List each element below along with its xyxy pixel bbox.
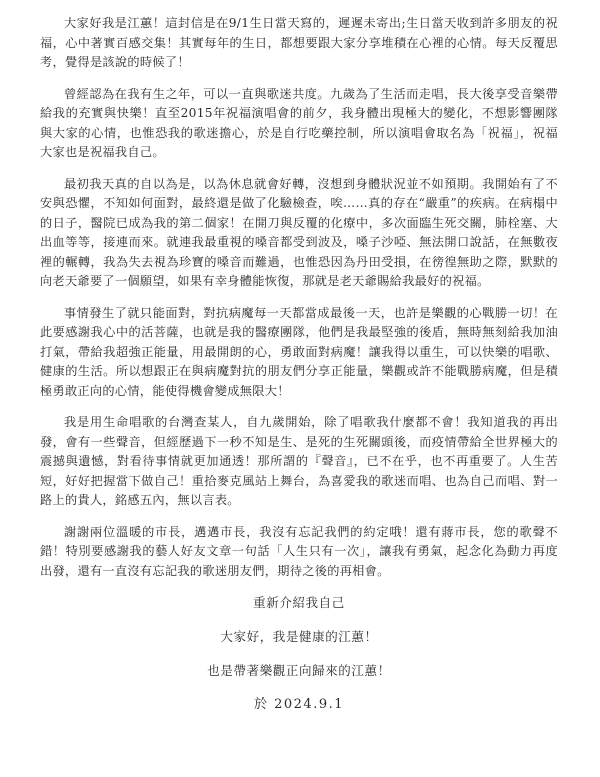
- letter-paragraph-2: 曾經認為在我有生之年，可以一直與歌迷共度。九歲為了生活而走唱，長大後享受音樂帶給我的充實與快樂！直至2015年祝福演唱會的前夕，我身體出現極大的變化，不想影響團隊與大家的心情，也惟恐我的歌迷擔心，於是自行吃藥控制，所以演唱會取名為「祝福」，祝福大家也是祝福我自己。: [40, 86, 558, 159]
- closing-line-greeting: 大家好，我是健康的江蕙！: [220, 629, 378, 644]
- letter-body: [40, 14, 558, 729]
- letter-paragraph-1: 大家好我是江蕙！這封信是在9/1生日當天寫的，遲遲未寄出;生日當天收到許多朋友的祝福，心中著實百感交集！其實每年的生日，都想要跟大家分享堆積在心裡的心情。每天反覆思考，覺得是該說的時候了！: [40, 16, 558, 69]
- letter-closing: [40, 593, 558, 714]
- closing-line-reintroduce: 重新介紹我自己: [253, 595, 345, 610]
- letter-paragraph-3: 最初我天真的自以為是，以為休息就會好轉，沒想到身體狀況並不如預期。我開始有了不安與恐懼，不知如何面對，最終還是做了化驗檢查，唉……真的存在“嚴重”的疾病。在病榻中的日子，醫院已成為我的第二個家！在開刀與反覆的化療中，多次面臨生死交關，肺栓塞、大出血等等，接連而來。就連我最重視的嗓音都受到波及，嗓子沙啞、無法開口說話，在無數夜裡的輾轉，我為失去視為珍寶的嗓音而難過，也惟恐因為丹田受損，在徬徨無助之際，默默的向老天爺要了一個願望，如果有幸身體能恢復，那就是老天爺賜給我最好的祝福。: [40, 176, 558, 288]
- letter-paragraph-4: 事情發生了就只能面對，對抗病魔每一天都當成最後一天，也許是樂觀的心戰勝一切！在此要感謝我心中的活菩薩，也就是我的醫療團隊，他們是我最堅強的後盾，無時無刻給我加油打氣，帶給我超強正能量，用最開朗的心，勇敢面對病魔！讓我得以重生，可以快樂的唱歌、健康的生活。所以想跟正在與病魔對抗的朋友們分享正能量，樂觀或許不能戰勝病魔，但是積極勇敢正向的心情，能使得機會變成無限大！: [40, 305, 558, 398]
- letter-paragraph-5: 我是用生命唱歌的台灣查某人，自九歲開始，除了唱歌我什麼都不會！我知道我的再出發，會有一些聲音，但經歷過下一秒不知是生、是死的生死關頭後，而疫情帶給全世界極大的震撼與遺憾，對看待事情就更加通透！那所謂的『聲音』，已不在乎，也不再重要了。人生苦短，好好把握當下做自己！重拾麥克風站上舞台，為喜愛我的歌迷而唱、也為自己而唱、對一路上的貴人，銘感五內，無以言表。: [40, 415, 558, 507]
- letter-date: 於 2024.9.1: [253, 697, 345, 712]
- closing-line-return: 也是帶著樂觀正向歸來的江蕙！: [207, 663, 391, 678]
- letter-paragraph-6: 謝謝兩位溫暖的市長，邁邁市長，我沒有忘記我們的約定哦！還有蔣市長，您的歌聲不錯！特別要感謝我的藝人好友文章一句話「人生只有一次」，讓我有勇氣，起念化為動力再度出發，還有一直沒有忘記我的歌迷朋友們，期待之後的再相會。: [40, 524, 558, 578]
